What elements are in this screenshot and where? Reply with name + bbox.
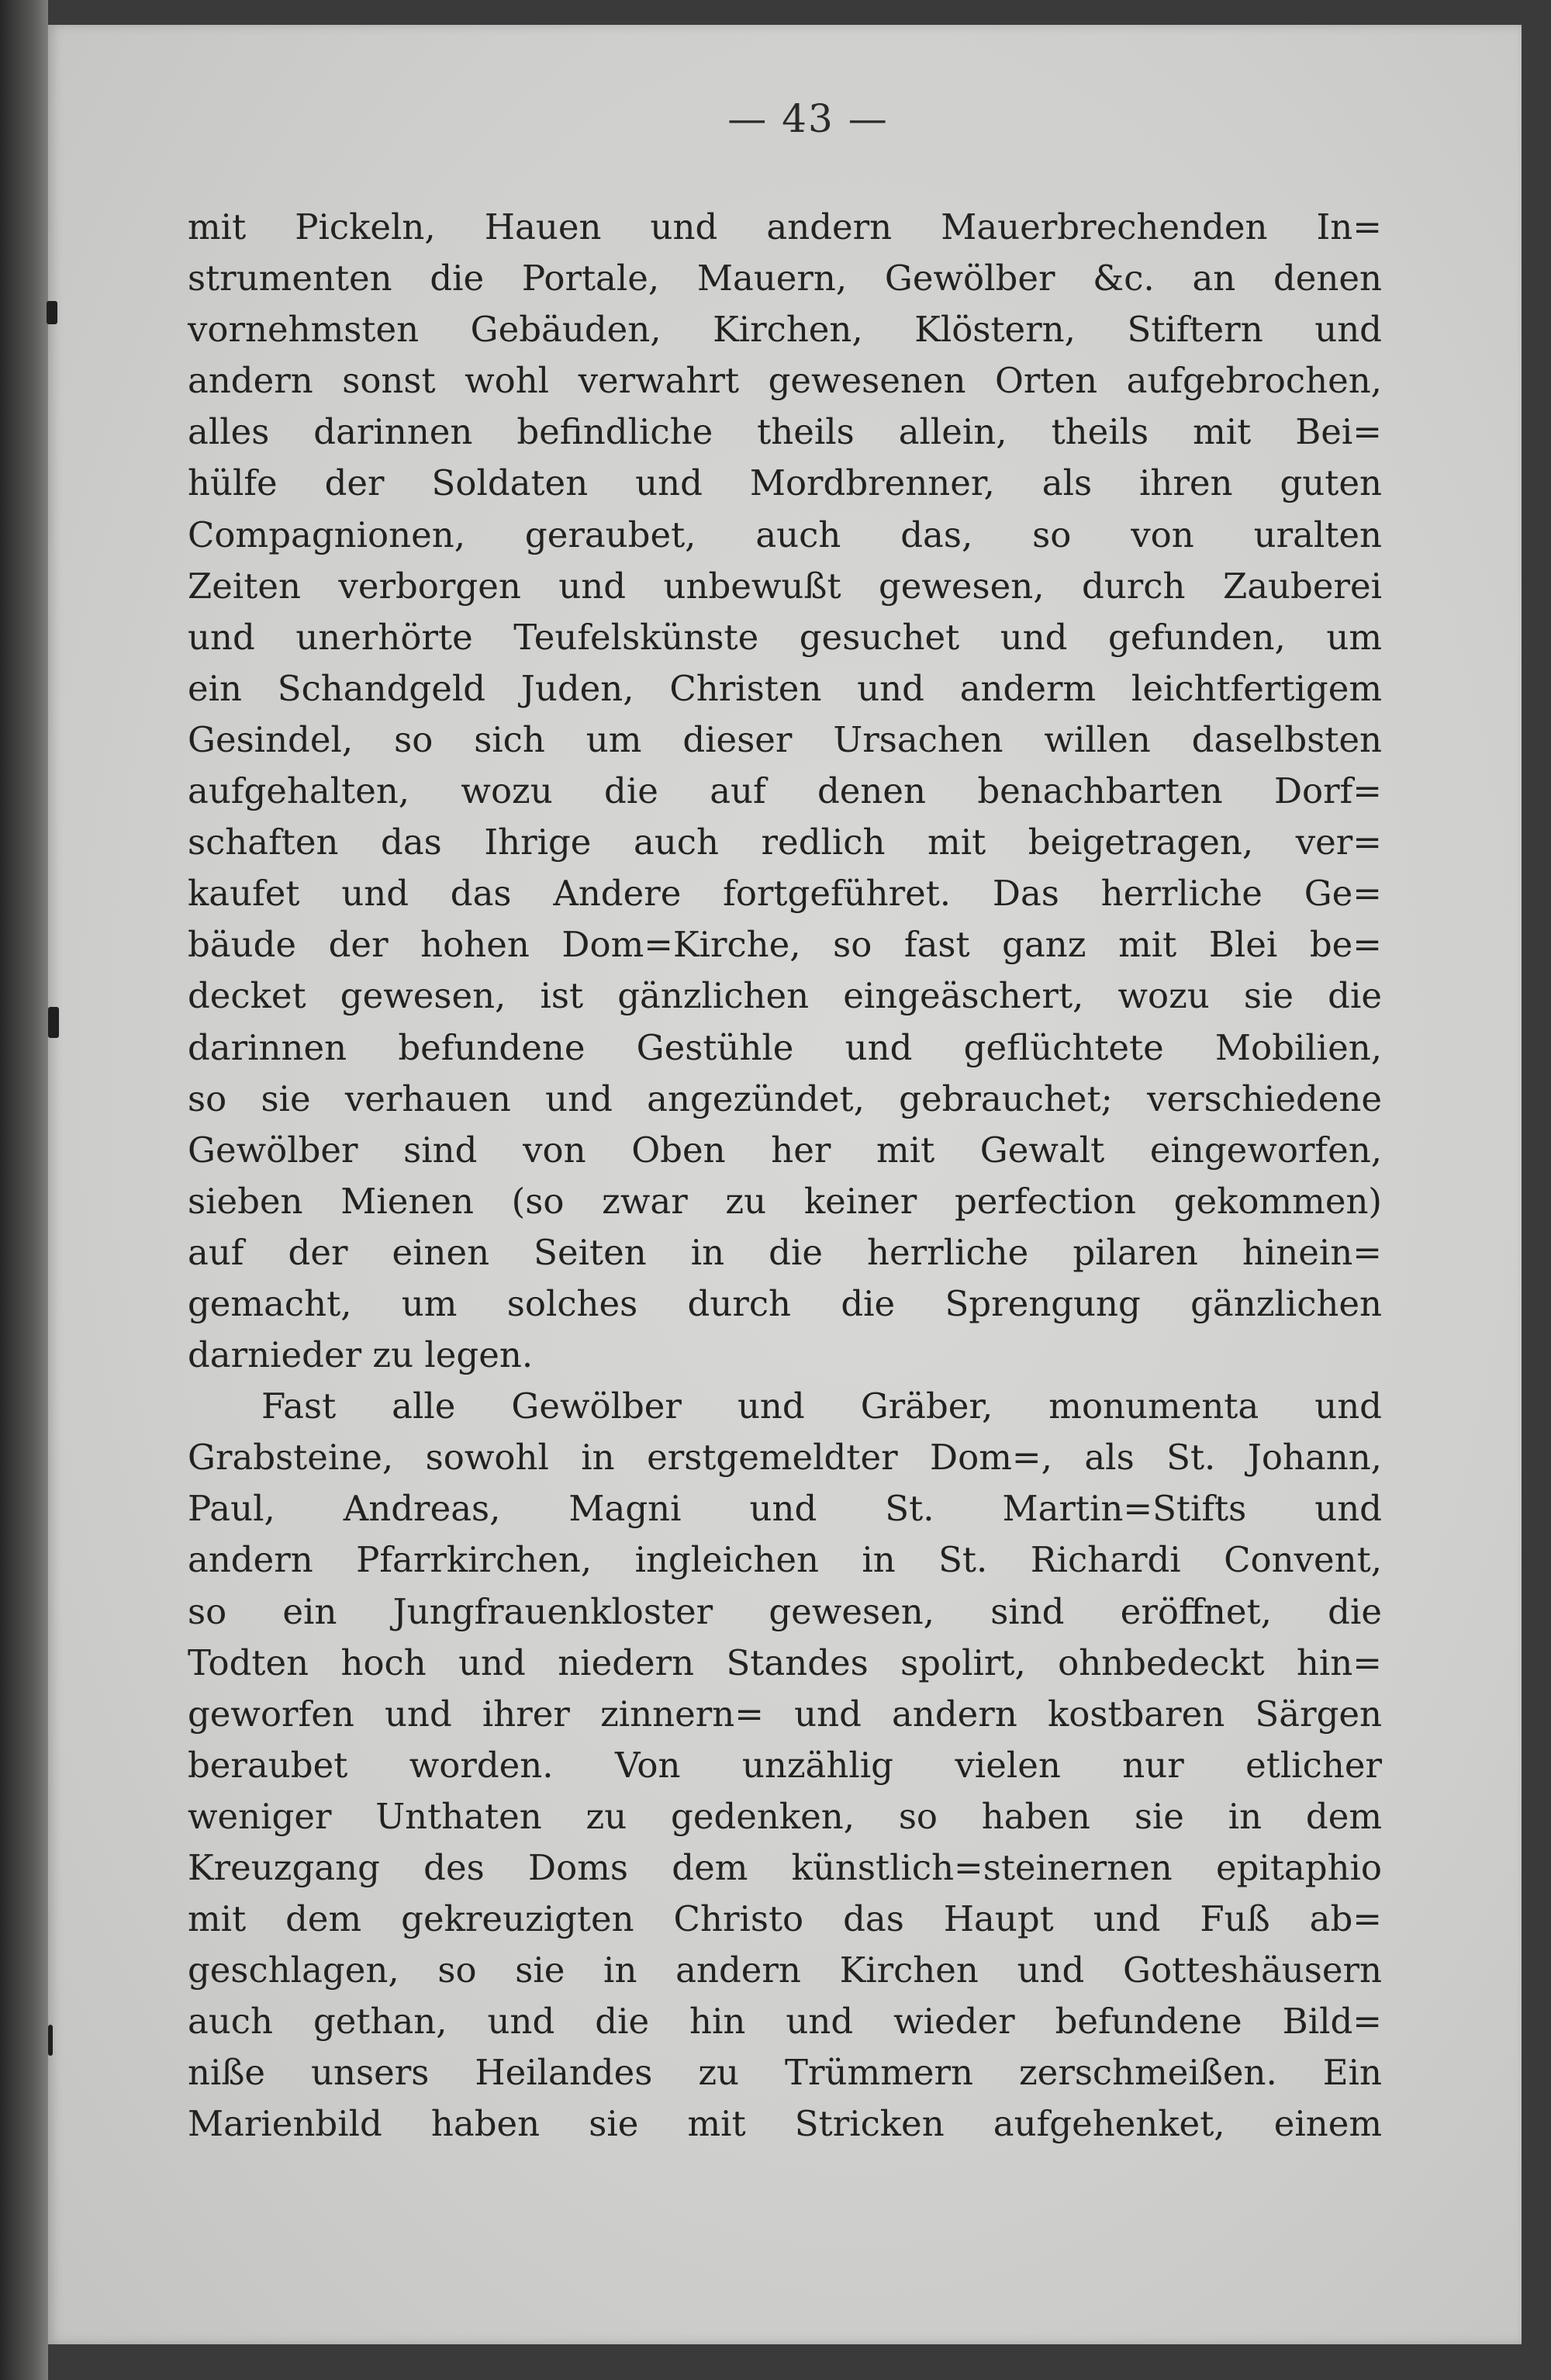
- text-line: auch gethan, und die hin und wieder befundene Bild=: [188, 2001, 1382, 2043]
- text-line: mit Pickeln, Hauen und andern Mauerbrechenden In=: [188, 206, 1382, 247]
- book-spine-shadow: [0, 0, 48, 2380]
- text-line: niße unsers Heilandes zu Trümmern zerschmeißen. Ein: [188, 2052, 1382, 2094]
- text-line: strumenten die Portale, Mauern, Gewölber &c. an denen: [188, 258, 1382, 299]
- book-page: [48, 25, 1522, 2344]
- text-line: Marienbild haben sie mit Stricken aufgehenket, einem: [188, 2103, 1382, 2145]
- text-line: Grabsteine, sowohl in erstgemeldter Dom=, als St. Johann,: [188, 1437, 1382, 1479]
- text-line: andern sonst wohl verwahrt gewesenen Orten aufgebrochen,: [188, 360, 1382, 402]
- text-line: auf der einen Seiten in die herrliche pilaren hinein=: [188, 1231, 1382, 1273]
- text-line: schaften das Ihrige auch redlich mit beigetragen, ver=: [188, 822, 1382, 863]
- text-line: Todten hoch und niedern Standes spolirt, ohnbedeckt hin=: [188, 1641, 1382, 1683]
- text-line: Gewölber sind von Oben her mit Gewalt eingeworfen,: [188, 1129, 1382, 1171]
- margin-ink-mark: [48, 2025, 53, 2056]
- body-text: [188, 202, 1382, 2150]
- text-line: gemacht, um solches durch die Sprengung gänzlichen: [188, 1282, 1382, 1324]
- text-line: andern Pfarrkirchen, ingleichen in St. Richardi Convent,: [188, 1539, 1382, 1581]
- text-line: hülfe der Soldaten und Mordbrenner, als ihren guten: [188, 462, 1382, 504]
- text-line: ein Schandgeld Juden, Christen und anderm leichtfertigem: [188, 667, 1382, 709]
- text-line: kaufet und das Andere fortgeführet. Das herrliche Ge=: [188, 873, 1382, 915]
- text-line: darnieder zu legen.: [188, 1334, 534, 1376]
- text-line: geschlagen, so sie in andern Kirchen und Gotteshäusern: [188, 1949, 1382, 1991]
- text-line: Paul, Andreas, Magni und St. Martin=Stifts und: [188, 1488, 1382, 1530]
- text-line: mit dem gekreuzigten Christo das Haupt und Fuß ab=: [188, 1898, 1382, 1940]
- text-line: Compagnionen, geraubet, auch das, so von uralten: [188, 514, 1382, 555]
- text-line: aufgehalten, wozu die auf denen benachbarten Dorf=: [188, 770, 1382, 812]
- text-line: beraubet worden. Von unzählig vielen nur etlicher: [188, 1744, 1382, 1786]
- text-line: weniger Unthaten zu gedenken, so haben sie in dem: [188, 1795, 1382, 1837]
- margin-ink-mark: [48, 1007, 59, 1038]
- text-line: sieben Mienen (so zwar zu keiner perfection gekommen): [188, 1180, 1382, 1222]
- text-line: geworfen und ihrer zinnern= und andern kostbaren Särgen: [188, 1693, 1382, 1735]
- text-line: bäude der hohen Dom=Kirche, so fast ganz mit Blei be=: [188, 924, 1382, 966]
- text-line-paragraph-start: Fast alle Gewölber und Gräber, monumenta und: [261, 1385, 1382, 1427]
- text-line: alles darinnen befindliche theils allein, theils mit Bei=: [188, 411, 1382, 453]
- text-line: vornehmsten Gebäuden, Kirchen, Klöstern, Stiftern und: [188, 309, 1382, 351]
- text-line: decket gewesen, ist gänzlichen eingeäschert, wozu sie die: [188, 975, 1382, 1017]
- page-number: — 43 —: [727, 96, 889, 141]
- text-line: so ein Jungfrauenkloster gewesen, sind eröffnet, die: [188, 1590, 1382, 1632]
- margin-ink-mark: [47, 301, 57, 324]
- text-line: so sie verhauen und angezündet, gebrauchet; verschiedene: [188, 1078, 1382, 1119]
- text-line: Zeiten verborgen und unbewußt gewesen, durch Zauberei: [188, 565, 1382, 607]
- text-line: Kreuzgang des Doms dem künstlich=steinernen epitaphio: [188, 1847, 1382, 1888]
- text-line: darinnen befundene Gestühle und geflüchtete Mobilien,: [188, 1026, 1382, 1068]
- text-line: und unerhörte Teufelskünste gesuchet und gefunden, um: [188, 616, 1382, 658]
- text-line: Gesindel, so sich um dieser Ursachen willen daselbsten: [188, 718, 1382, 760]
